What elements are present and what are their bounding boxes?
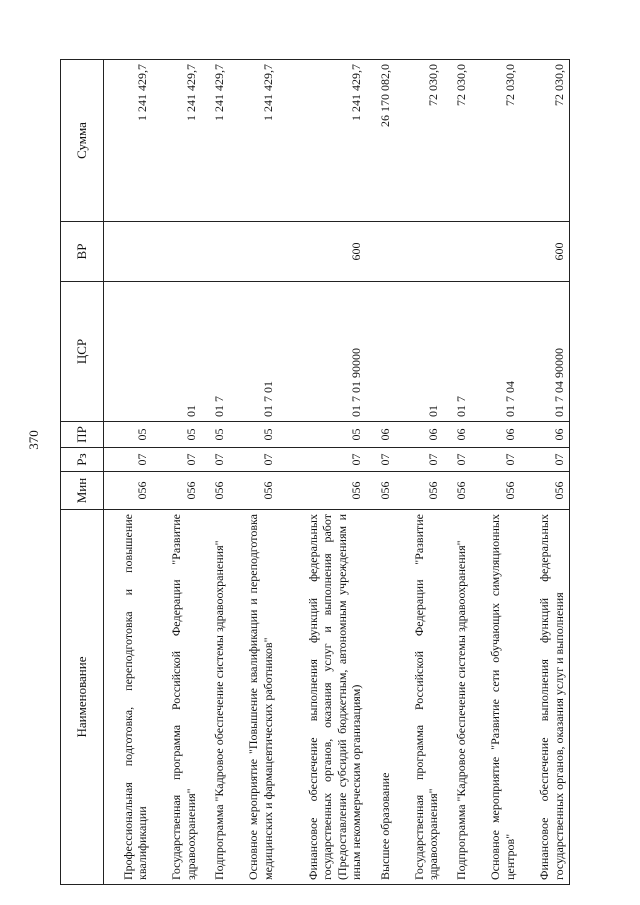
header-name: Наименование (61, 510, 104, 885)
row-pr: 06 (367, 422, 395, 448)
row-vr (201, 222, 229, 282)
row-min: 056 (153, 472, 201, 510)
header-vr: ВР (61, 222, 104, 282)
row-sum: 1 241 429,7 (201, 60, 229, 222)
row-vr: 600 (520, 222, 569, 282)
table-row (278, 60, 367, 885)
row-pr: 06 (520, 422, 569, 448)
row-min: 056 (367, 472, 395, 510)
row-csr: 01 7 01 90000 (278, 282, 367, 422)
row-rz: 07 (367, 448, 395, 472)
row-name: Профессиональная подготовка, переподготовка и повышение квалификации (104, 510, 153, 885)
row-pr: 05 (201, 422, 229, 448)
row-csr: 01 7 04 (472, 282, 520, 422)
row-min: 056 (472, 472, 520, 510)
row-sum: 1 241 429,7 (278, 60, 367, 222)
row-csr: 01 7 (201, 282, 229, 422)
row-vr (395, 222, 443, 282)
row-rz: 07 (520, 448, 569, 472)
row-sum: 72 030,0 (443, 60, 471, 222)
table-row (104, 60, 153, 885)
row-name: Государственная программа Российской Федерации "Развитие здравоохранения" (395, 510, 443, 885)
row-name: Подпрограмма "Кадровое обеспечение системы здравоохранения" (201, 510, 229, 885)
row-rz: 07 (104, 448, 153, 472)
header-csr: ЦСР (61, 282, 104, 422)
row-sum: 1 241 429,7 (230, 60, 278, 222)
row-rz: 07 (230, 448, 278, 472)
table-header-row (61, 60, 104, 885)
header-sum: Сумма (61, 60, 104, 222)
row-sum: 72 030,0 (520, 60, 569, 222)
row-min: 056 (520, 472, 569, 510)
table-row (472, 60, 520, 885)
row-vr (443, 222, 471, 282)
table-row (201, 60, 229, 885)
row-sum: 26 170 082,0 (367, 60, 395, 222)
table-row (153, 60, 201, 885)
row-csr: 01 (395, 282, 443, 422)
row-pr: 06 (472, 422, 520, 448)
row-name: Финансовое обеспечение выполнения функций федеральных государственных органов, оказания услуг и выполнения работ (Предоставление субсидий бюджетным, автономным учреждениям и иным некоммерческим организациям) (278, 510, 367, 885)
row-vr (230, 222, 278, 282)
header-min: Мин (61, 472, 104, 510)
row-sum: 1 241 429,7 (153, 60, 201, 222)
row-name: Основное мероприятие "Повышение квалификации и переподготовка медицинских и фармацевтических работников" (230, 510, 278, 885)
row-rz: 07 (472, 448, 520, 472)
row-vr (472, 222, 520, 282)
row-min: 056 (104, 472, 153, 510)
row-name: Основное мероприятие "Развитие сети обучающих симуляционных центров" (472, 510, 520, 885)
row-min: 056 (201, 472, 229, 510)
row-name: Подпрограмма "Кадровое обеспечение системы здравоохранения" (443, 510, 471, 885)
row-csr: 01 (153, 282, 201, 422)
row-vr: 600 (278, 222, 367, 282)
row-csr (104, 282, 153, 422)
row-rz: 07 (278, 448, 367, 472)
row-name: Государственная программа Российской Федерации "Развитие здравоохранения" (153, 510, 201, 885)
row-pr: 05 (278, 422, 367, 448)
row-rz: 07 (443, 448, 471, 472)
row-csr: 01 7 04 90000 (520, 282, 569, 422)
header-rz: Рз (61, 448, 104, 472)
row-vr (153, 222, 201, 282)
table-row (367, 60, 395, 885)
row-pr: 06 (443, 422, 471, 448)
row-vr (367, 222, 395, 282)
budget-table (60, 59, 570, 885)
row-min: 056 (278, 472, 367, 510)
page-number: 370 (26, 430, 41, 450)
row-min: 056 (443, 472, 471, 510)
row-rz: 07 (395, 448, 443, 472)
row-sum: 72 030,0 (472, 60, 520, 222)
row-csr: 01 7 01 (230, 282, 278, 422)
row-min: 056 (395, 472, 443, 510)
row-name: Финансовое обеспечение выполнения функций федеральных государственных органов, оказания услуг и выполнения (520, 510, 569, 885)
table-row (395, 60, 443, 885)
row-rz: 07 (153, 448, 201, 472)
table-row (230, 60, 278, 885)
row-rz: 07 (201, 448, 229, 472)
rotated-page-content (60, 60, 570, 885)
row-sum: 72 030,0 (395, 60, 443, 222)
row-sum: 1 241 429,7 (104, 60, 153, 222)
row-csr (367, 282, 395, 422)
row-min: 056 (230, 472, 278, 510)
row-pr: 06 (395, 422, 443, 448)
row-pr: 05 (104, 422, 153, 448)
row-csr: 01 7 (443, 282, 471, 422)
header-pr: ПР (61, 422, 104, 448)
row-pr: 05 (153, 422, 201, 448)
row-name: Высшее образование (367, 510, 395, 885)
table-row (520, 60, 569, 885)
row-vr (104, 222, 153, 282)
table-row (443, 60, 471, 885)
row-pr: 05 (230, 422, 278, 448)
